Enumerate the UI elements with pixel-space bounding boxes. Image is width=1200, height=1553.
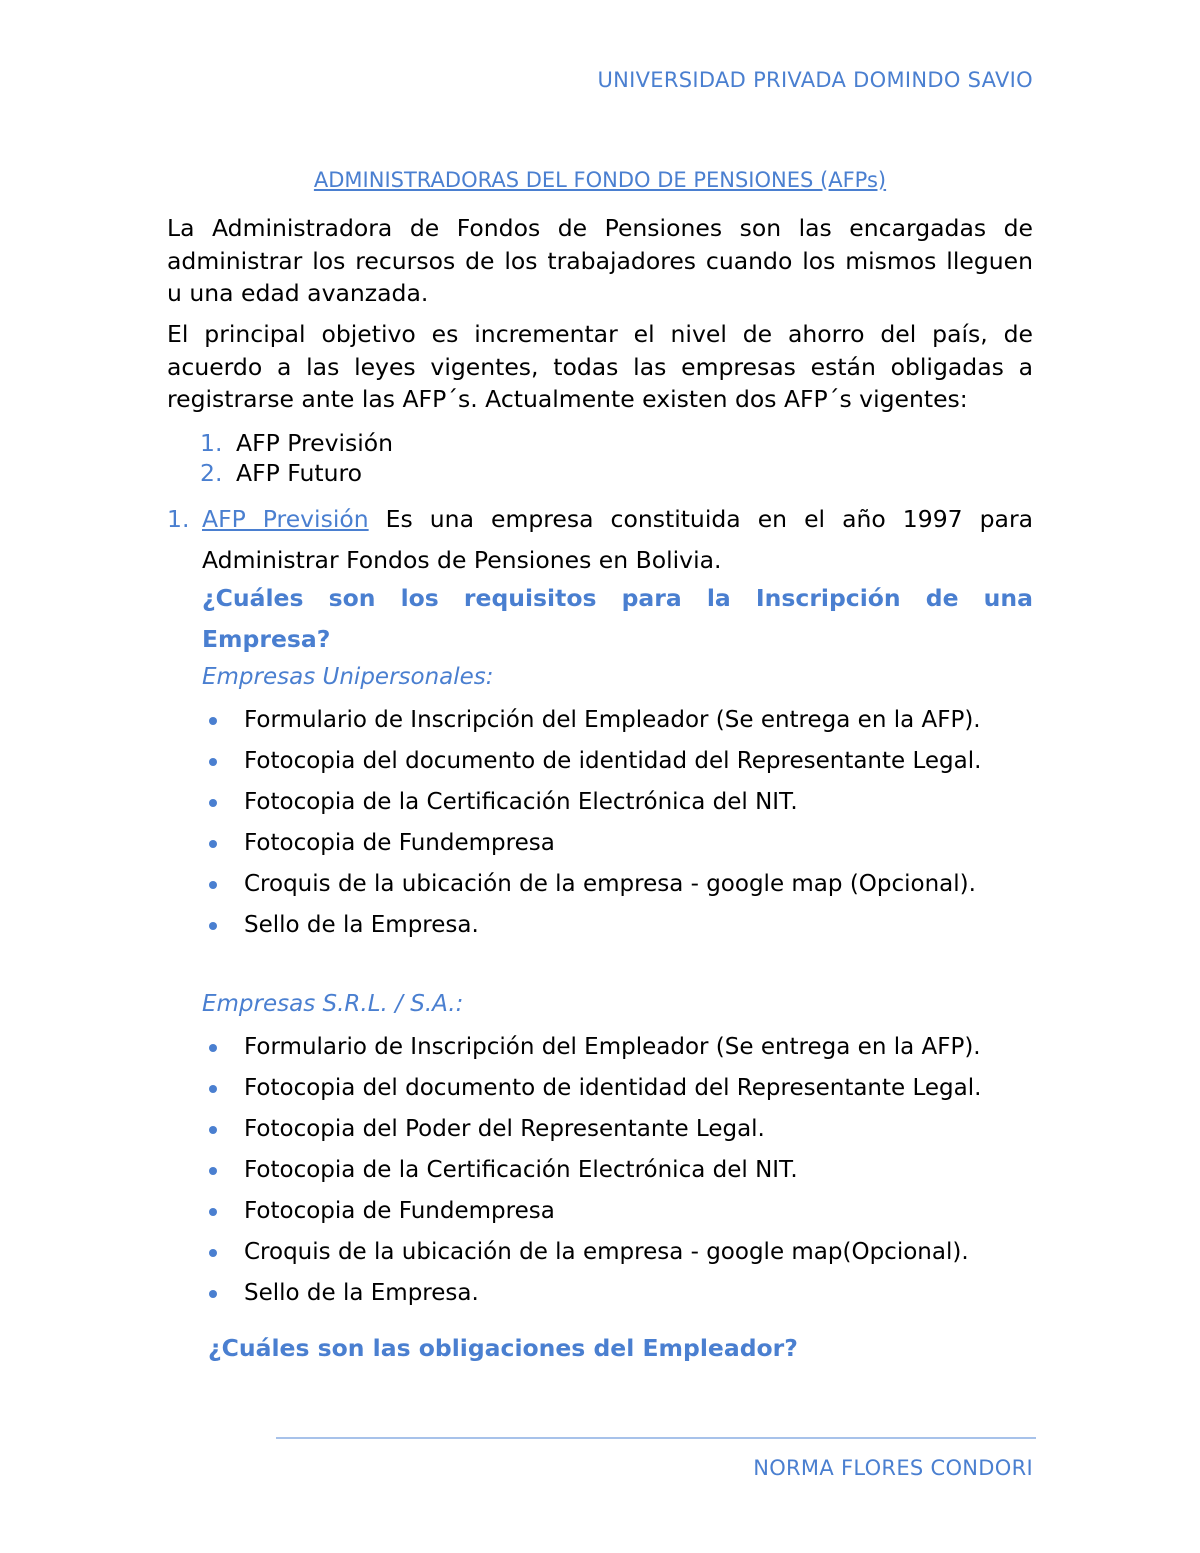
- list-item-label: AFP Futuro: [236, 459, 362, 487]
- list-item: [202, 905, 981, 946]
- list-item: [202, 1232, 981, 1273]
- list-item: [202, 823, 981, 864]
- bullet-icon: [209, 840, 217, 848]
- list-item: [202, 782, 981, 823]
- bullet-icon: [209, 1085, 217, 1093]
- question-requisitos: ¿Cuáles son los requisitos para la Inscripción de una Empresa?: [202, 584, 1033, 653]
- list-item-text: Fotocopia del Poder del Representante Legal.: [244, 1116, 765, 1142]
- section-afp-prevision: [167, 499, 1033, 581]
- list-item: [202, 741, 981, 782]
- question-obligaciones: ¿Cuáles son las obligaciones del Empleador?: [208, 1334, 798, 1362]
- page-header-institution: UNIVERSIDAD PRIVADA DOMINDO SAVIO: [597, 68, 1033, 92]
- list-item-text: Formulario de Inscripción del Empleador (Se entrega en la AFP).: [244, 707, 981, 733]
- list-item-label: AFP Previsión: [236, 429, 394, 457]
- list-item: [202, 1109, 981, 1150]
- list-item-text: Fotocopia del documento de identidad del Representante Legal.: [244, 1075, 982, 1101]
- bullet-icon: [209, 1126, 217, 1134]
- bullet-icon: [209, 1249, 217, 1257]
- list-item: [202, 1068, 981, 1109]
- afp-prevision-link[interactable]: AFP Previsión: [202, 505, 369, 533]
- intro-paragraph: La Administradora de Fondos de Pensiones son las encargadas de administrar los recursos de los trabajadores cuando los mismos lleguen u una edad avanzada.: [167, 214, 1033, 307]
- list-item-text: Fotocopia de Fundempresa: [244, 830, 555, 856]
- list-item: [202, 1027, 981, 1068]
- subheading-srl-sa: Empresas S.R.L. / S.A.:: [202, 991, 464, 1017]
- list-item-text: Fotocopia de Fundempresa: [244, 1198, 555, 1224]
- section-text: Es una empresa constituida en el año 1997 para Administrar Fondos de Pensiones en Bolivia.: [202, 505, 1034, 574]
- bullet-icon: [209, 1290, 217, 1298]
- list-item-text: Fotocopia del documento de identidad del Representante Legal.: [244, 748, 982, 774]
- list-item-text: Sello de la Empresa.: [244, 912, 479, 938]
- footer-divider: [276, 1437, 1036, 1439]
- list-item: [202, 864, 981, 905]
- list-item-text: Croquis de la ubicación de la empresa - google map(Opcional).: [244, 1239, 969, 1265]
- unipersonales-bullet-list: [202, 700, 981, 946]
- bullet-icon: [209, 758, 217, 766]
- list-item-text: Fotocopia de la Certificación Electrónica del NIT.: [244, 1157, 798, 1183]
- list-item: [202, 1273, 981, 1314]
- bullet-icon: [209, 1044, 217, 1052]
- subheading-unipersonales: Empresas Unipersonales:: [202, 664, 494, 690]
- list-item: [202, 1191, 981, 1232]
- list-item-text: Sello de la Empresa.: [244, 1280, 479, 1306]
- bullet-icon: [209, 1208, 217, 1216]
- list-item: [200, 458, 393, 488]
- bullet-icon: [209, 717, 217, 725]
- list-item: [202, 700, 981, 741]
- section-number: 1.: [167, 505, 190, 533]
- afp-numbered-list: [200, 428, 393, 488]
- document-title: ADMINISTRADORAS DEL FONDO DE PENSIONES (AFPs): [313, 168, 887, 192]
- bullet-icon: [209, 1167, 217, 1175]
- section-body: [202, 499, 1033, 581]
- list-number: 1.: [200, 429, 223, 457]
- objective-paragraph: El principal objetivo es incrementar el nivel de ahorro del país, de acuerdo a las leyes vigentes, todas las empresas están obligadas a registrarse ante las AFP´s. Actualmente existen dos AFP´s vigentes:: [167, 320, 1033, 413]
- bullet-icon: [209, 881, 217, 889]
- page-footer-author: NORMA FLORES CONDORI: [753, 1456, 1033, 1480]
- list-item-text: Croquis de la ubicación de la empresa - google map (Opcional).: [244, 871, 976, 897]
- srl-sa-bullet-list: [202, 1027, 981, 1314]
- list-item-text: Fotocopia de la Certificación Electrónica del NIT.: [244, 789, 798, 815]
- bullet-icon: [209, 799, 217, 807]
- list-item: [200, 428, 393, 458]
- list-number: 2.: [200, 459, 223, 487]
- list-item-text: Formulario de Inscripción del Empleador (Se entrega en la AFP).: [244, 1034, 981, 1060]
- bullet-icon: [209, 922, 217, 930]
- list-item: [202, 1150, 981, 1191]
